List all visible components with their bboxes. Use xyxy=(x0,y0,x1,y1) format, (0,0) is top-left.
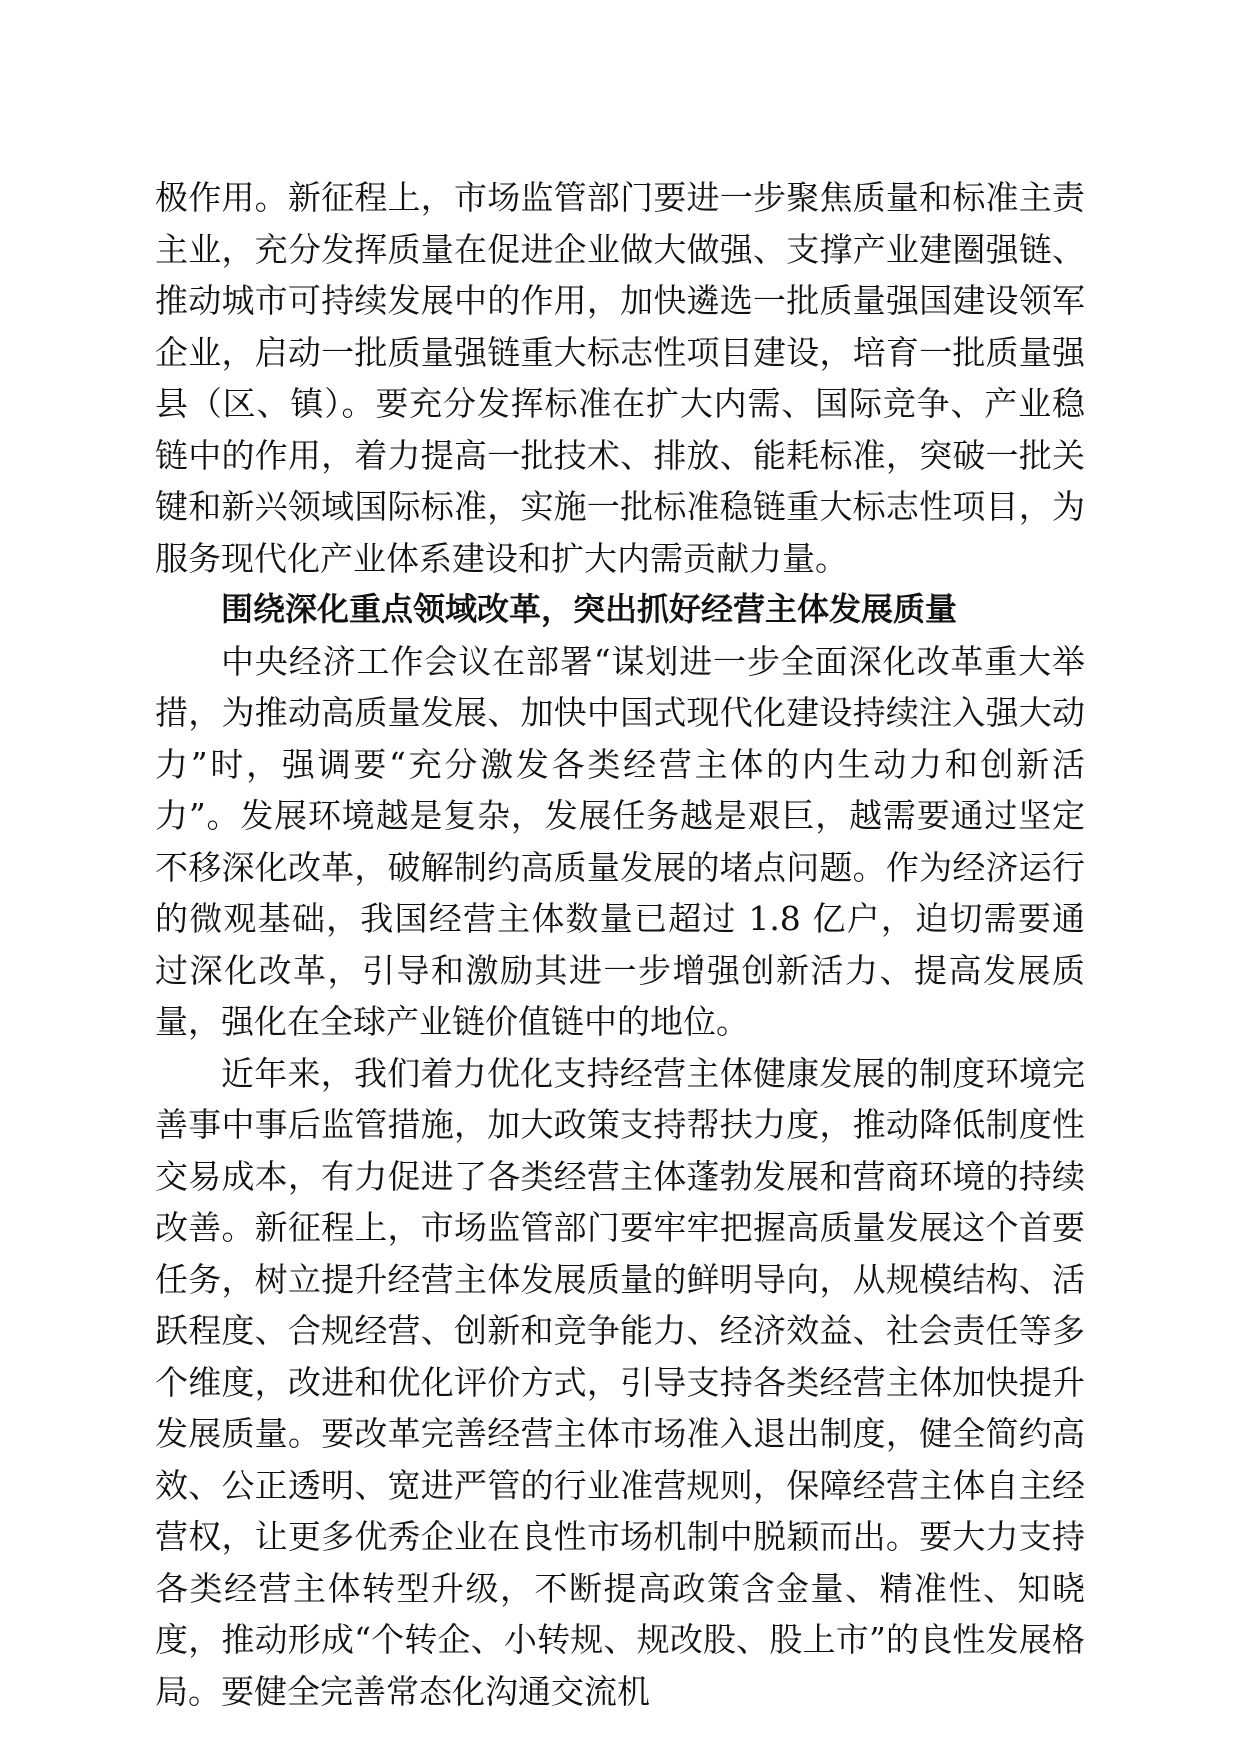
paragraph-continuation: 极作用。新征程上，市场监管部门要进一步聚焦质量和标准主责主业，充分发挥质量在促进企业做大做强、支撑产业建圈强链、推动城市可持续发展中的作用，加快遴选一批质量强国建设领军企业，启动一批质量强链重大标志性项目建设，培育一批质量强县（区、镇）。要充分发挥标准在扩大内需、国际竞争、产业稳链中的作用，着力提高一批技术、排放、能耗标准，突破一批关键和新兴领域国际标准，实施一批标准稳链重大标志性项目，为服务现代化产业体系建设和扩大内需贡献力量。 xyxy=(155,178,1085,578)
paragraph-central-economic-work-conference: 中央经济工作会议在部署“谋划进一步全面深化改革重大举措，为推动高质量发展、加快中国式现代化建设持续注入强大动力”时，强调要“充分激发各类经营主体的内生动力和创新活力”。发展环境越是复杂，发展任务越是艰巨，越需要通过坚定不移深化改革，破解制约高质量发展的堵点问题。作为经济运行的微观基础，我国经营主体数量已超过 1.8 亿户，迫切需要通过深化改革，引导和激励其进一步增强创新活力、提高发展质量，强化在全球产业链价值链中的地位。 xyxy=(155,641,1085,1041)
section-heading: 围绕深化重点领域改革，突出抓好经营主体发展质量 xyxy=(221,590,958,628)
paragraph-recent-years: 近年来，我们着力优化支持经营主体健康发展的制度环境完善事中事后监管措施，加大政策支持帮扶力度，推动降低制度性交易成本，有力促进了各类经营主体蓬勃发展和营商环境的持续改善。新征程上，市场监管部门要牢牢把握高质量发展这个首要任务，树立提升经营主体发展质量的鲜明导向，从规模结构、活跃程度、合规经营、创新和竞争能力、经济效益、社会责任等多个维度，改进和优化评价方式，引导支持各类经营主体加快提升发展质量。要改革完善经营主体市场准入退出制度，健全简约高效、公正透明、宽进严管的行业准营规则，保障经营主体自主经营权，让更多优秀企业在良性市场机制中脱颖而出。要大力支持各类经营主体转型升级，不断提高政策含金量、精准性、知晓度，推动形成“个转企、小转规、规改股、股上市”的良性发展格局。要健全完善常态化沟通交流机 xyxy=(155,1053,1085,1711)
document-body xyxy=(155,172,1085,1717)
